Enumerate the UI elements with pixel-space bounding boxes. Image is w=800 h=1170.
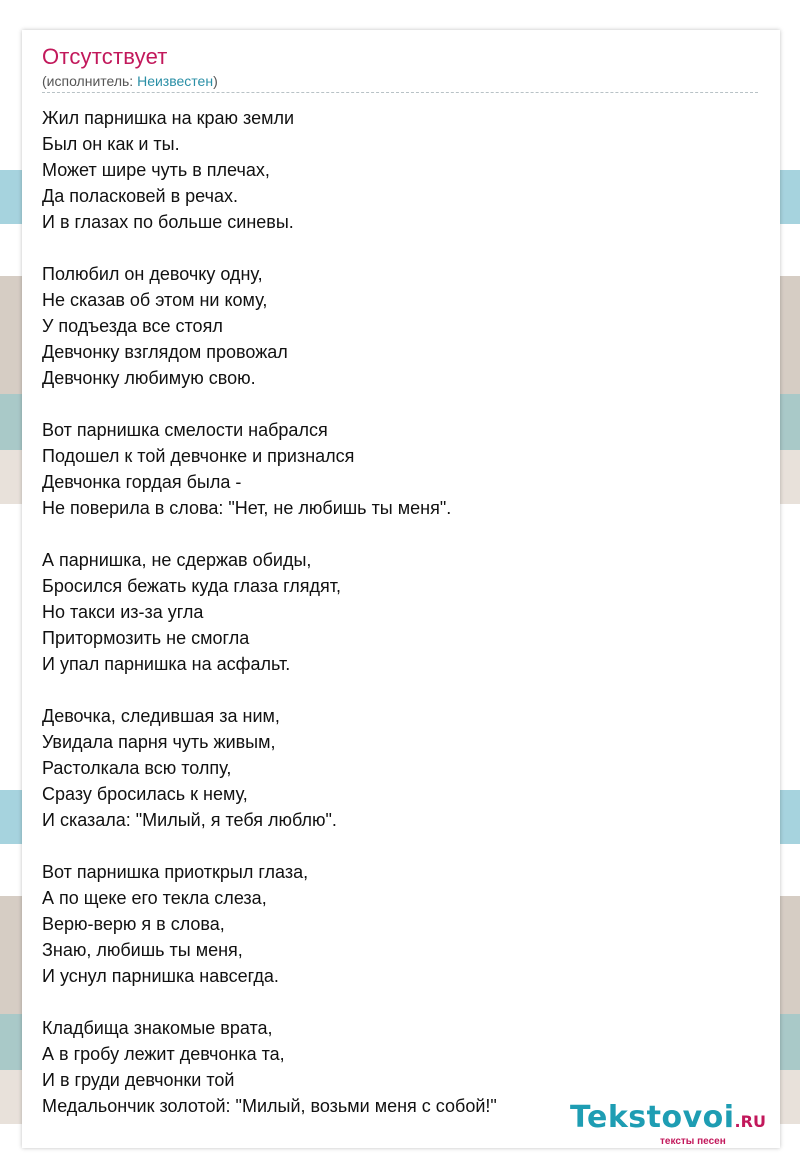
lyric-line: Медальончик золотой: "Милый, возьми меня с собой!": [42, 1096, 497, 1116]
lyric-line: Кладбища знакомые врата,: [42, 1018, 273, 1038]
artist-line: [42, 73, 218, 89]
lyric-line: Девчонку любимую свою.: [42, 368, 256, 388]
lyric-line: А в гробу лежит девчонка та,: [42, 1044, 285, 1064]
logo-domain: .RU: [734, 1112, 766, 1131]
artist-prefix: (исполнитель:: [42, 73, 138, 89]
logo-name: Tekstovoi: [570, 1100, 735, 1135]
lyric-line: Девочка, следившая за ним,: [42, 706, 280, 726]
lyric-line: У подъезда все стоял: [42, 316, 223, 336]
lyric-line: Знаю, любишь ты меня,: [42, 940, 243, 960]
lyric-line: Девчонка гордая была -: [42, 472, 242, 492]
lyrics-card: [22, 30, 780, 1148]
lyric-line: И сказала: "Милый, я тебя люблю".: [42, 810, 337, 830]
lyric-line: Вот парнишка смелости набрался: [42, 420, 328, 440]
lyric-line: Был он как и ты.: [42, 134, 180, 154]
stanza: [42, 261, 758, 391]
lyric-line: И уснул парнишка навсегда.: [42, 966, 279, 986]
logo-tagline: тексты песен: [660, 1136, 726, 1147]
artist-suffix: ): [213, 73, 218, 89]
lyric-line: Увидала парня чуть живым,: [42, 732, 276, 752]
lyric-line: И в груди девчонки той: [42, 1070, 235, 1090]
lyric-line: А по щеке его текла слеза,: [42, 888, 267, 908]
lyrics-body: [42, 105, 758, 1145]
lyric-line: Подошел к той девчонке и признался: [42, 446, 355, 466]
lyric-line: И упал парнишка на асфальт.: [42, 654, 291, 674]
lyric-line: Может шире чуть в плечах,: [42, 160, 270, 180]
stanza: [42, 703, 758, 833]
stanza: [42, 859, 758, 989]
stanza: [42, 105, 758, 235]
stanza: [42, 547, 758, 677]
stanza: [42, 417, 758, 521]
lyric-line: Девчонку взглядом провожал: [42, 342, 288, 362]
lyric-line: Не поверила в слова: "Нет, не любишь ты меня".: [42, 498, 452, 518]
lyric-line: Не сказав об этом ни кому,: [42, 290, 268, 310]
lyric-line: Да поласковей в речах.: [42, 186, 238, 206]
lyric-line: Вот парнишка приоткрыл глаза,: [42, 862, 309, 882]
header-divider: [42, 92, 758, 93]
lyric-line: А парнишка, не сдержав обиды,: [42, 550, 312, 570]
lyric-line: Растолкала всю толпу,: [42, 758, 232, 778]
song-title: Отсутствует: [42, 44, 168, 69]
lyric-line: Бросился бежать куда глаза глядят,: [42, 576, 341, 596]
lyric-line: Но такси из-за угла: [42, 602, 204, 622]
lyric-line: Сразу бросилась к нему,: [42, 784, 248, 804]
lyric-line: Верю-верю я в слова,: [42, 914, 225, 934]
lyric-line: И в глазах по больше синевы.: [42, 212, 294, 232]
site-logo[interactable]: [570, 1100, 790, 1148]
artist-link[interactable]: Неизвестен: [137, 73, 214, 89]
lyric-line: Полюбил он девочку одну,: [42, 264, 263, 284]
lyric-line: Жил парнишка на краю земли: [42, 108, 295, 128]
lyric-line: Притормозить не смогла: [42, 628, 250, 648]
